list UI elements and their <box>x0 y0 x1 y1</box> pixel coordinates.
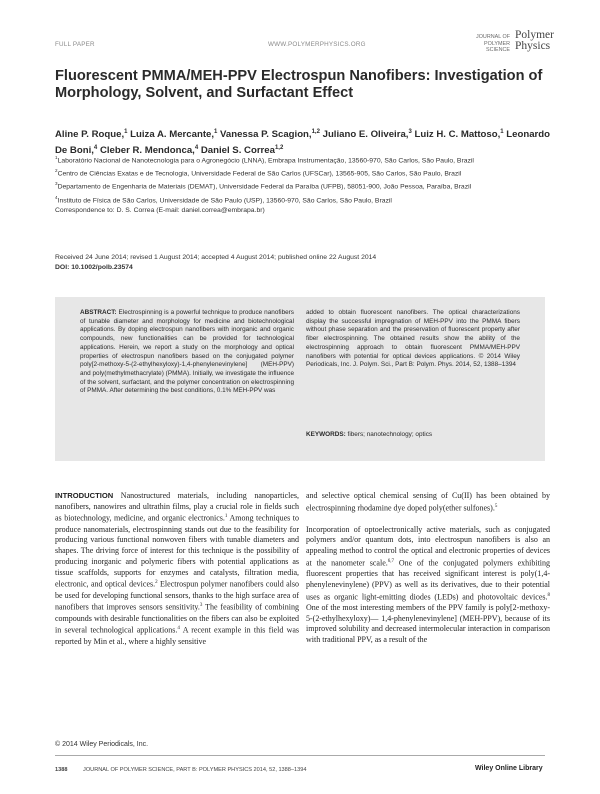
keywords-label: KEYWORDS: <box>306 431 346 438</box>
author-affiliation-mark: 1,2 <box>274 144 284 151</box>
ref-1[interactable]: 1 <box>224 514 228 520</box>
affiliation <box>55 193 555 206</box>
abstract-label: ABSTRACT: <box>80 309 117 316</box>
author-affiliation-mark: 1 <box>500 129 504 135</box>
affiliation-text: Centro de Ciências Exatas e de Tecnologia, Universidade Federal de São Carlos (UFSCar), 13565-905, São Carlos, São Paulo, Brazil <box>57 170 462 178</box>
author-name[interactable]: Luiz H. C. Mattoso, <box>414 129 501 141</box>
body-left-column <box>55 491 299 658</box>
affiliation-number: 1 <box>55 155 58 160</box>
affiliation-number: 2 <box>55 168 58 174</box>
intro-text-1: Nanostructured materials, including nanoparticles, nanofibers, nanowires and ultrathin films, play a crucial role in fields such as biotechnology, medicine, and organic electronics. <box>55 491 299 524</box>
history-dates: Received 24 June 2014; revised 1 August 2014; accepted 4 August 2014; published online 22 August 2014 <box>55 254 377 261</box>
publication-dates <box>55 253 555 272</box>
ref-8[interactable]: 8 <box>547 592 550 598</box>
author-name[interactable]: Daniel S. Correa <box>200 144 275 156</box>
right-text-1: and selective optical chemical sensing of Cu(II) has been obtained by electrospinning rhodamine dye doped poly(ether sulfones). <box>306 491 550 513</box>
keywords <box>306 431 432 438</box>
right-paragraph-1 <box>306 491 550 514</box>
intro-paragraph <box>55 491 299 647</box>
affiliation-number: 3 <box>55 181 58 187</box>
right-paragraph-2 <box>306 525 550 646</box>
intro-text-2: Among techniques to produce nanomaterials, electrospinning stands out due to the feasibility for producing various functional nonwoven fibers with tunable diameters and shapes. The driving force of interest for this technique is the possibility of producing inorganic and polymeric fibers with potential applications as tissue scaffolds, supports for enzymes and catalysts, filtration media, electronic, and optical devices. <box>55 514 300 589</box>
affiliation <box>55 153 555 166</box>
keywords-text: fibers; nanotechnology; optics <box>347 431 433 438</box>
affiliation-text: Departamento de Engenharia de Materiais (DEMAT), Universidade Federal da Paraíba (UFPB), 58051-900, João Pessoa, Paraíba, Brazil <box>57 183 472 191</box>
wiley-online-library-logo[interactable]: Wiley Online Library <box>475 765 543 772</box>
footer-citation <box>55 767 306 773</box>
author-name[interactable]: Vanessa P. Scagion, <box>220 129 312 141</box>
intro-text-3: Electrospun polymer nanofibers could also be used for developing functional sensors, thanks to the high surface area of nanofibers that improves sensors sensitivity. <box>55 579 300 612</box>
affiliation <box>55 179 555 192</box>
author-affiliation-mark: 1 <box>214 129 218 135</box>
author-affiliation-mark: 4 <box>194 144 199 151</box>
correspondence: Correspondence to: D. S. Correa (E-mail: daniel.correa@embrapa.br) <box>55 206 265 214</box>
ref-4[interactable]: 4 <box>177 626 180 632</box>
author-name[interactable]: Aline P. Roque, <box>55 129 125 141</box>
ref-5[interactable]: 5 <box>494 503 498 509</box>
affiliation-text: Instituto de Física de São Carlos, Universidade de São Paulo (USP), 13560-970, São Carlos, São Paulo, Brazil <box>57 196 392 204</box>
author-name[interactable]: Cleber R. Mendonca, <box>99 144 195 156</box>
doi[interactable]: DOI: 10.1002/polb.23574 <box>55 263 133 271</box>
right-text-4: One of the most interesting members of the PPV family is poly[2-methoxy-5-(2-ethylhexyloxy)— 1,4-phenylenevinylene] (MEH-PPV), because of its improved solubility and decreased intermolecular interaction in comparison with traditional PPV, as a result of the <box>306 602 550 645</box>
paper-title: Fluorescent PMMA/MEH-PPV Electrospun Nanofibers: Investigation of Morphology, Solvent, and Surfactant Effect <box>55 68 543 101</box>
affiliation-number: 4 <box>55 194 58 200</box>
intro-heading: INTRODUCTION <box>55 491 114 500</box>
author-name[interactable]: Leonardo De Boni, <box>55 129 551 156</box>
author-name[interactable]: Juliano E. Oliveira, <box>322 129 409 141</box>
abstract-right-column <box>306 309 520 370</box>
right-text-2: Incorporation of optoelectronically active materials, such as conjugated polymers and/or quantum dots, into electrospun nanofibers is also an appealing method to control the optical and electronic properties of devices at the nanometer scale. <box>306 524 550 568</box>
abstract-left-column <box>80 309 294 396</box>
logo-word-polymer: Polymer <box>515 29 554 41</box>
journal-logo <box>470 30 580 54</box>
intro-text-5: A recent example in this field was reported by Min et al., where a highly sensitive <box>55 626 300 646</box>
author-affiliation-mark: 3 <box>408 129 412 135</box>
section-label: FULL PAPER <box>55 41 95 48</box>
body-right-column <box>306 491 550 656</box>
author-affiliation-mark: 1 <box>124 129 128 135</box>
ref-6-7[interactable]: 6,7 <box>387 558 395 564</box>
abstract-box <box>55 297 545 461</box>
ref-3[interactable]: 3 <box>199 603 203 609</box>
journal-url[interactable]: WWW.POLYMERPHYSICS.ORG <box>268 41 366 48</box>
author-name[interactable]: Luiza A. Mercante, <box>130 129 215 141</box>
affiliation <box>55 166 555 179</box>
ref-2[interactable]: 2 <box>155 580 158 586</box>
journal-name-line1: JOURNAL OF <box>476 34 510 40</box>
logo-word-physics: Physics <box>515 39 551 52</box>
page-number: 1388 <box>55 767 68 773</box>
journal-name-line2: POLYMER SCIENCE <box>484 40 510 53</box>
abstract-text-right: added to obtain fluorescent nanofibers. The optical characterizations display the successful impregnation of MEH-PPV into the PMMA fibers without phase separation and the preservation of fluorescent property after fiber electrospinning. The obtained results show the ability of the electrospinning approach to obtain fluorescent PMMA/MEH-PPV nanofibers with potential for optical devices applications. © 2014 Wiley Periodicals, Inc. J. Polym. Sci., Part B: Polym. Phys. 2014, 52, 1388–1394 <box>306 309 520 369</box>
affiliations <box>55 153 555 216</box>
copyright: © 2014 Wiley Periodicals, Inc. <box>55 741 149 748</box>
intro-text-4: The feasibility of combining compounds with desirable functionalities on the fibers can also be exploited in several technological applications. <box>55 603 299 636</box>
journal-citation: JOURNAL OF POLYMER SCIENCE, PART B: POLYMER PHYSICS 2014, 52, 1388–1394 <box>83 767 307 773</box>
abstract-text-left: Electrospinning is a powerful technique to produce nanofibers of tunable diameter and morphology for medicine and biotechnological applications. By doping electrospun nanofibers with inorganic and organic compounds, new functionalities can be provided for technological applications. Herein, we report a study on the morphology and optical properties of electrospun nanofibers based on the conjugated polymer poly[2-methoxy-5-(2-ethylhexyloxy)-1,4-phenylenevinylene] (MEH-PPV) and poly(methylmethacrylate) (PMMA). Initially, we investigate the influence of the solvent, surfactant, and the polymer concentration on electrospinning of PMMA. After determining the best conditions, 0.1% MEH-PPV was <box>80 309 295 395</box>
author-affiliation-mark: 4 <box>93 144 98 151</box>
right-text-3: One of the conjugated polymers exhibiting fluorescent properties that has received significant interest is poly(1,4-phenylenevinylene) (PPV) as well as its derivatives, due to their potential uses as organic light-emitting diodes (LEDs) and photovoltaic devices. <box>306 558 551 602</box>
footer-rule <box>55 755 545 756</box>
affiliation-text: Laboratório Nacional de Nanotecnologia para o Agronegócio (LNNA), Embrapa Instrumentação, 13560-970, São Carlos, São Paulo, Brazil <box>57 157 474 165</box>
author-affiliation-mark: 1,2 <box>311 129 320 135</box>
